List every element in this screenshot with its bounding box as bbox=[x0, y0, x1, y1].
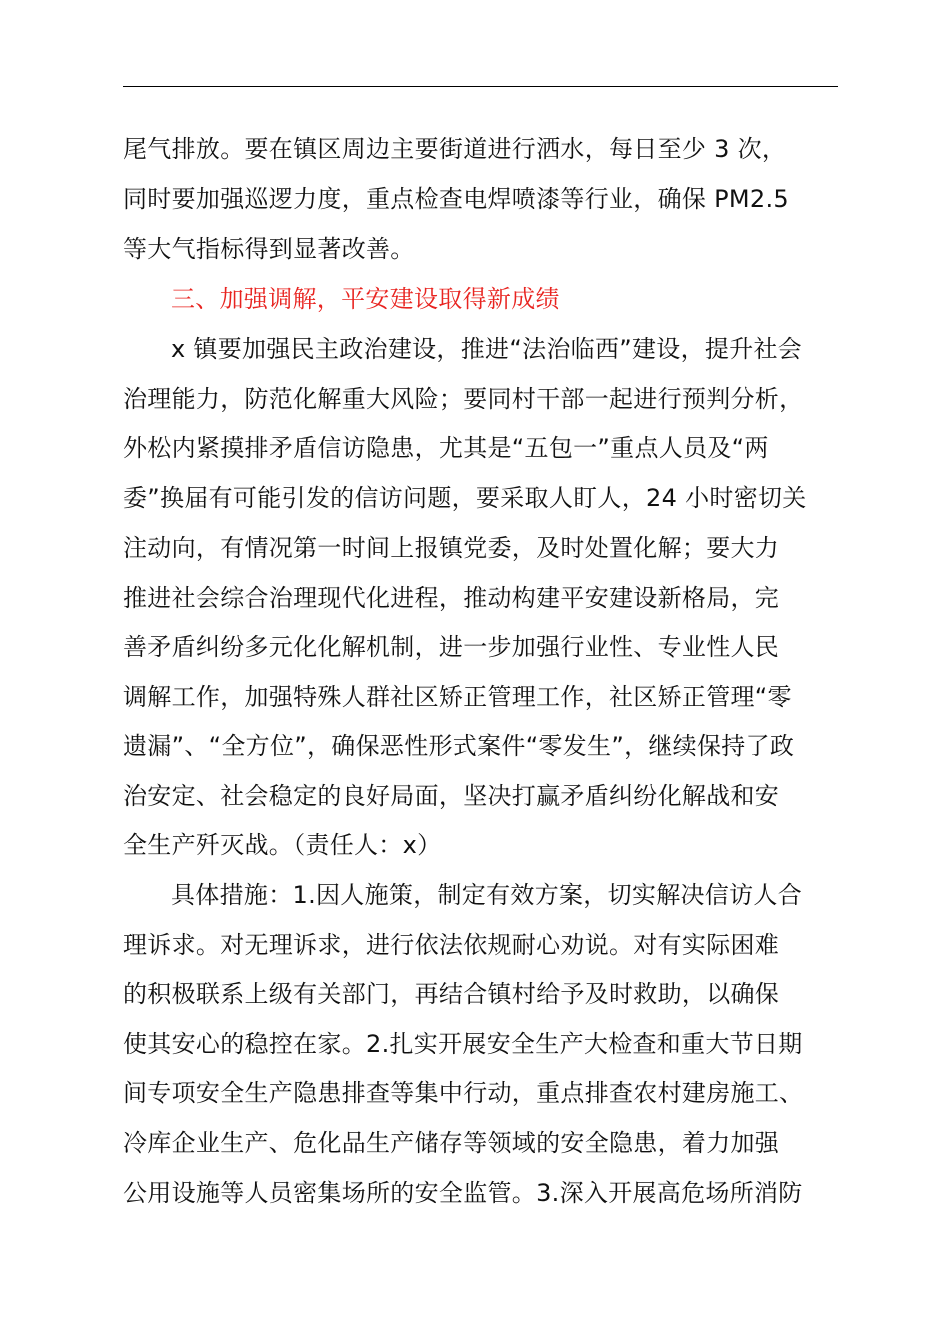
body-line: 使其安心的稳控在家。2.扎实开展安全生产大检查和重大节日期 bbox=[123, 1030, 803, 1058]
body-line: 冷库企业生产、危化品生产储存等领域的安全隐患，着力加强 bbox=[123, 1129, 780, 1157]
body-line: 遗漏”、“全方位”，确保恶性形式案件“零发生”，继续保持了政 bbox=[123, 732, 795, 760]
body-line: 间专项安全生产隐患排查等集中行动，重点排查农村建房施工、 bbox=[123, 1079, 804, 1107]
paragraph-start: 具体措施：1.因人施策，制定有效方案，切实解决信访人合 bbox=[171, 881, 802, 909]
body-line: 尾气排放。要在镇区周边主要街道进行洒水，每日至少 3 次， bbox=[123, 135, 787, 163]
body-line: 等大气指标得到显著改善。 bbox=[123, 235, 415, 263]
body-line: 推进社会综合治理现代化进程，推动构建平安建设新格局，完 bbox=[123, 584, 780, 612]
body-line: 委”换届有可能引发的信访问题，要采取人盯人，24 小时密切关 bbox=[123, 484, 807, 512]
body-line: 治理能力，防范化解重大风险；要同村干部一起进行预判分析， bbox=[123, 385, 804, 413]
body-line: 调解工作，加强特殊人群社区矫正管理工作，社区矫正管理“零 bbox=[123, 683, 792, 711]
body-line: 注动向，有情况第一时间上报镇党委，及时处置化解；要大力 bbox=[123, 534, 780, 562]
body-line: 同时要加强巡逻力度，重点检查电焊喷漆等行业，确保 PM2.5 bbox=[123, 185, 789, 213]
body-line: 全生产歼灭战。（责任人：x） bbox=[123, 831, 442, 859]
section-heading: 三、加强调解，平安建设取得新成绩 bbox=[171, 285, 560, 313]
body-line: 的积极联系上级有关部门，再结合镇村给予及时救助，以确保 bbox=[123, 980, 780, 1008]
body-line: 外松内紧摸排矛盾信访隐患，尤其是“五包一”重点人员及“两 bbox=[123, 434, 769, 462]
header-rule bbox=[123, 86, 838, 87]
paragraph-start: x 镇要加强民主政治建设，推进“法治临西”建设，提升社会 bbox=[171, 335, 803, 363]
body-line: 理诉求。对无理诉求，进行依法依规耐心劝说。对有实际困难 bbox=[123, 931, 780, 959]
body-line: 公用设施等人员密集场所的安全监管。3.深入开展高危场所消防 bbox=[123, 1179, 803, 1207]
body-line: 善矛盾纠纷多元化化解机制，进一步加强行业性、专业性人民 bbox=[123, 633, 780, 661]
body-line: 治安定、社会稳定的良好局面，坚决打赢矛盾纠纷化解战和安 bbox=[123, 782, 780, 810]
